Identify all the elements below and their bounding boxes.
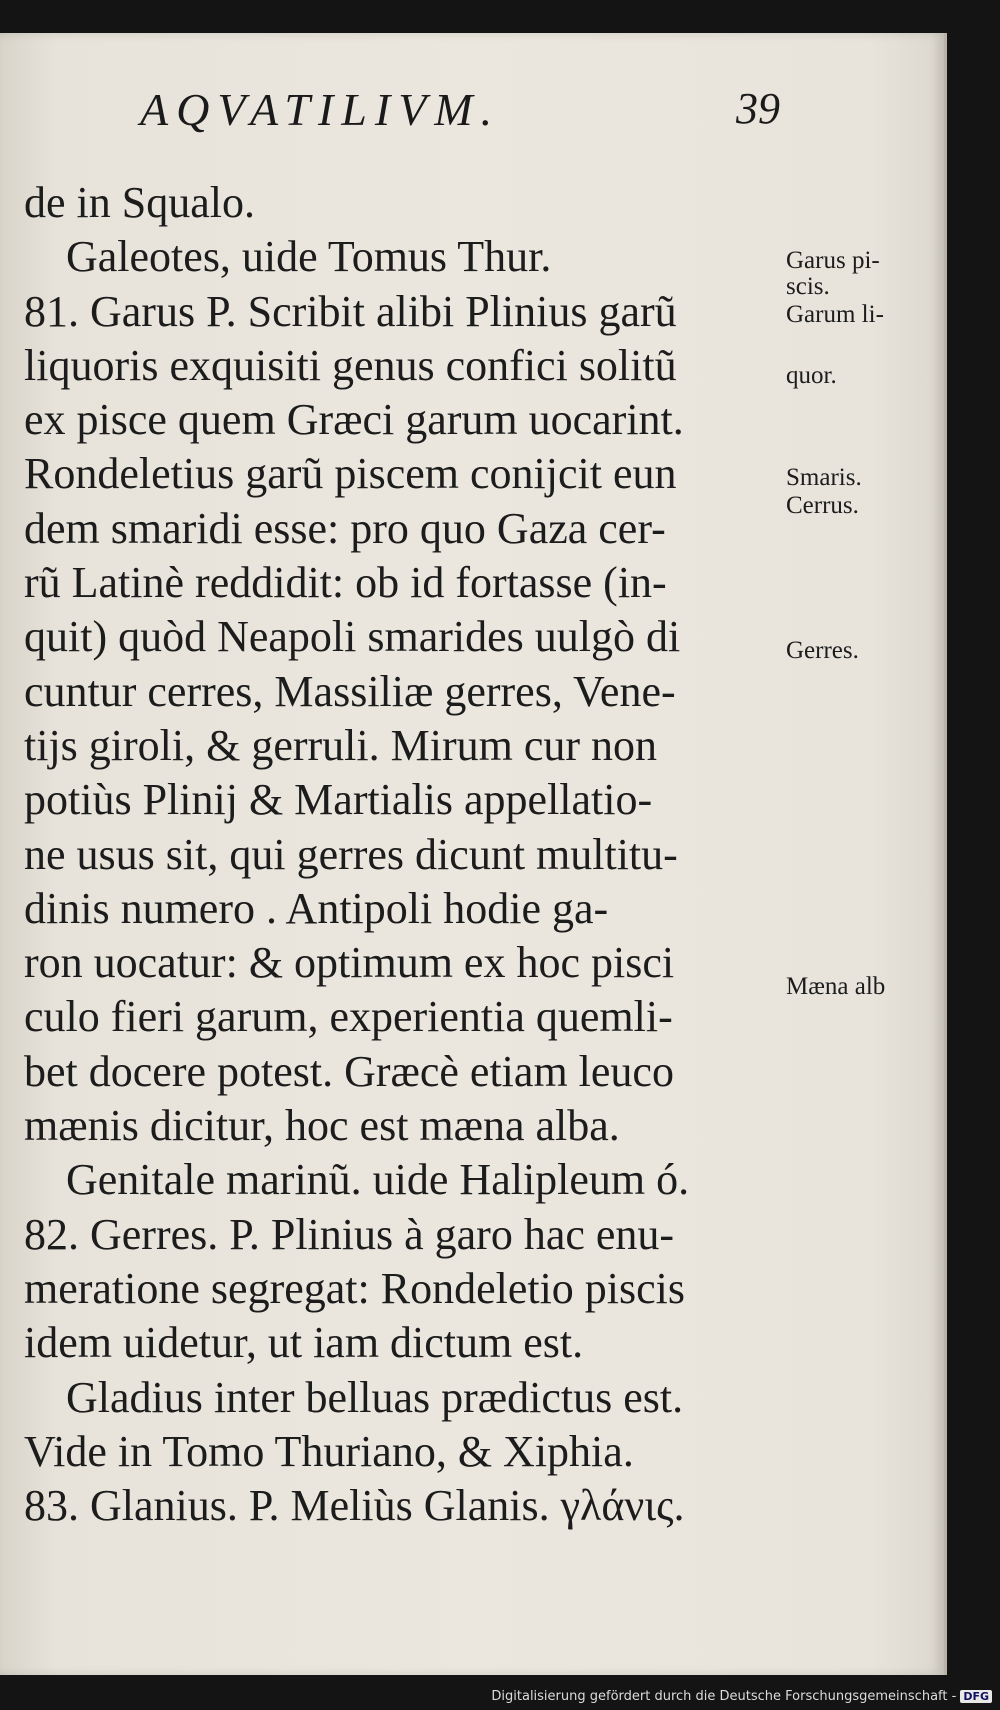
margin-note: Garum li-	[786, 301, 884, 328]
margin-note: Smaris.	[786, 464, 862, 491]
page-header	[140, 83, 780, 147]
page-number: 39	[736, 84, 780, 133]
text-line: Vide in Tomo Thuriano, & Xiphia.	[24, 1426, 634, 1476]
text-line: idem uidetur, ut iam dictum est.	[24, 1318, 584, 1368]
dfg-logo: DFG	[960, 1690, 992, 1703]
text-line: meratione segregat: Rondeletio piscis	[24, 1263, 686, 1313]
text-line: 81. Garus P. Scribit alibi Plinius garũ	[24, 286, 677, 336]
text-line: 82. Gerres. P. Plinius à garo hac enu-	[24, 1209, 675, 1259]
margin-note: Gerres.	[786, 637, 859, 664]
text-line: Rondeletius garũ piscem conijcit eun	[24, 449, 677, 499]
text-line: Genitale marinũ. uide Halipleum ó.	[66, 1155, 690, 1205]
margin-notes	[786, 33, 944, 1633]
margin-note: quor.	[786, 362, 837, 389]
text-line: quit) quòd Neapoli smarides uulgò di	[24, 612, 681, 662]
text-line: ne usus sit, qui gerres dicunt multitu-	[24, 829, 678, 879]
text-line: rũ Latinè reddidit: ob id fortasse (in-	[24, 558, 667, 608]
margin-note: scis.	[786, 273, 830, 300]
text-line: potiùs Plinij & Martialis appellatio-	[24, 775, 653, 825]
text-line: dem smaridi esse: pro quo Gaza cer-	[24, 503, 666, 553]
text-line: bet docere potest. Græcè etiam leuco	[24, 1046, 674, 1096]
text-line: de in Squalo.	[24, 178, 255, 227]
text-line: ex pisce quem Græci garum uocarint.	[24, 395, 684, 445]
text-line: dinis numero . Antipoli hodie ga-	[24, 883, 609, 933]
book-page	[0, 33, 947, 1675]
text-line: cuntur cerres, Massiliæ gerres, Vene-	[24, 666, 676, 716]
text-line: Gladius inter belluas prædictus est.	[66, 1372, 684, 1422]
text-line: mænis dicitur, hoc est mæna alba.	[24, 1101, 620, 1151]
text-line: tijs giroli, & gerruli. Mirum cur non	[24, 720, 658, 770]
credit-text: Digitalisierung gefördert durch die Deutsche Forschungsgemeinschaft -	[491, 1689, 957, 1704]
text-line: ron uocatur: & optimum ex hoc pisci	[24, 938, 675, 988]
text-line: Galeotes, uide Tomus Thur.	[66, 232, 552, 282]
margin-note: Mæna alb	[786, 973, 886, 1000]
margin-note: Garus pi-	[786, 247, 880, 274]
margin-note: Cerrus.	[786, 492, 859, 519]
body-text	[24, 176, 784, 1533]
digitization-credit	[491, 1689, 992, 1704]
text-line: 83. Glanius. P. Meliùs Glanis. γλάνις.	[24, 1481, 685, 1531]
text-line: culo fieri garum, experientia quemli-	[24, 992, 673, 1042]
text-line: liquoris exquisiti genus confici solitũ	[24, 340, 677, 390]
running-head: AQVATILIVM.	[140, 84, 501, 135]
